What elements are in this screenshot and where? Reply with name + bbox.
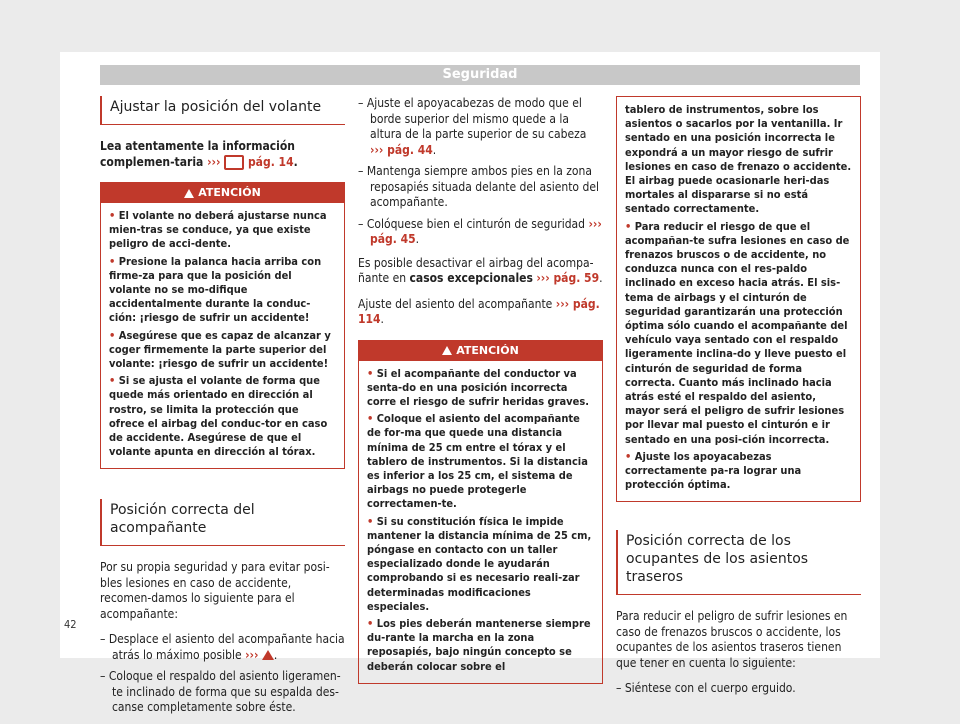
warning-item: • Coloque el asiento del acompañante de for-ma que quede una distancia mínima de 25 cm entre el tórax y el tablero de instrumentos. Si la distancia es inferior a los 25 cm, el sistema de airbags no puede protegerle correctamen-te. <box>367 412 588 511</box>
paragraph: Es posible desactivar el airbag del acompa-ñante en casos excepcionales ››› pág. 59. <box>358 255 603 285</box>
warning-item: • Si se ajusta el volante de forma que quede más orientado en dirección al rostro, se limita la protección que ofrece el airbag del conduc-tor en caso de accidente. Asegúrese de que el volante apunta en dirección al tórax. <box>109 374 328 459</box>
intro-text: Lea atentamente la información complemen-taria ››› pág. 14. <box>100 139 298 169</box>
list-item: – Desplace el asiento del acompañante hacia atrás lo máximo posible ››› . <box>100 632 345 662</box>
list <box>616 681 861 697</box>
warning-item: • Ajuste los apoyacabezas correctamente pa-ra lograr una protección óptima. <box>625 449 802 492</box>
warning-box <box>100 182 345 469</box>
section-title: Posición correcta de los ocupantes de los asientos traseros <box>616 530 861 595</box>
list-item: – Coloque el respaldo del asiento ligeramen-te inclinado de forma que su espalda des-canse completamente sobre éste. <box>100 669 341 715</box>
paragraph: Por su propia seguridad y para evitar posi-bles lesiones en caso de accidente, recomen-damos lo siguiente para el acompañante: <box>100 560 330 621</box>
column-2 <box>358 96 603 684</box>
warning-item: • El volante no deberá ajustarse nunca mien-tras se conduce, ya que existe peligro de acci-dente. <box>109 209 327 251</box>
warning-item: • Los pies deberán mantenerse siempre du-rante la marcha en la zona reposapiés, bajo ningún concepto se deberán colocar sobre el <box>367 616 591 673</box>
warning-icon <box>262 650 274 660</box>
list-item: – Colóquese bien el cinturón de seguridad ››› pág. 45. <box>358 216 602 246</box>
page-number: 42 <box>64 618 77 631</box>
section-title: Posición correcta del acompañante <box>100 499 345 546</box>
list-item: – Ajuste el apoyacabezas de modo que el borde superior del mismo quede a la altura de la parte superior de su cabeza ››› pág. 44. <box>358 96 587 157</box>
warning-icon <box>442 346 452 355</box>
column-1 <box>100 96 345 724</box>
section-title: Ajustar la posición del volante <box>100 96 345 125</box>
page-ref-link[interactable]: pág. 14 <box>247 154 294 169</box>
page-ref-link[interactable]: ››› <box>245 647 259 662</box>
list <box>358 96 603 248</box>
page-ref-link[interactable]: ››› pág. 59 <box>536 271 600 285</box>
page-ref-link[interactable]: ››› pág. 44 <box>370 142 433 157</box>
list <box>100 632 345 716</box>
warning-text: tablero de instrumentos, sobre los asientos o sacarlos por la ventanilla. Ir sentado en una posición incorrecta le expondrá a un mayor riesgo de sufrir lesiones en caso de frenazo o accidente. El airbag puede ocasionarle heri-das mortales al dispararse si no está sentado correctamente. <box>625 103 852 216</box>
warning-item: • Si su constitución física le impide mantener la distancia mínima de 25 cm, póngase en contacto con un taller especializado donde le ayudarán comprobando si es necesario reali-zar determinadas modificaciones especiales. <box>367 514 592 613</box>
paragraph: Ajuste del asiento del acompañante ››› pág. 114. <box>358 296 600 326</box>
warning-header: ATENCIÓN <box>359 341 602 361</box>
paragraph: Para reducir el peligro de sufrir lesiones en caso de frenazos bruscos o accidente, los ocupantes de los asientos traseros tienen que tener en cuenta lo siguiente: <box>616 609 848 670</box>
book-icon <box>224 155 244 170</box>
warning-box-continued <box>616 96 861 502</box>
list-item: – Mantenga siempre ambos pies en la zona reposapiés situada delante del asiento del acompañante. <box>358 164 599 209</box>
page-ref-link[interactable]: ››› pág. 45 <box>370 216 602 246</box>
warning-item: • Si el acompañante del conductor va senta-do en una posición incorrecta corre el riesgo de sufrir heridas graves. <box>367 366 590 408</box>
page-ref-link[interactable]: ››› pág. 114 <box>358 296 600 326</box>
warning-box <box>358 340 603 684</box>
warning-item: • Para reducir el riesgo de que el acompañan-te sufra lesiones en caso de frenazos bruscos o de accidente, no conduzca nunca con el res-paldo inclinado en exceso hacia atrás. El sis-tema de airbags y el cinturón de seguridad garantizarán una protección óptima sólo cuando el acompañante del vehículo vaya sentado con el respaldo ligeramente inclina-do y lleve puesto el cinturón de seguridad de forma correcta. Cuanto más inclinado hacia atrás esté el respaldo del asiento, mayor será el peligro de sufrir lesiones por llevar mal puesto el cinturón e ir sentado en una posi-ción incorrecta. <box>625 219 850 446</box>
warning-item: • Presione la palanca hacia arriba con firme-za para que la posición del volante no se mo-difique accidentalmente durante la conduc-ción: ¡riesgo de sufrir un accidente! <box>109 254 322 325</box>
column-3 <box>616 96 861 705</box>
section-header: Seguridad <box>100 65 860 85</box>
warning-header: ATENCIÓN <box>101 183 344 203</box>
warning-icon <box>184 189 194 198</box>
list-item: – Siéntese con el cuerpo erguido. <box>616 681 796 696</box>
warning-item: • Asegúrese que es capaz de alcanzar y coger firmemente la parte superior del volante: ¡riesgo de sufrir un accidente! <box>109 328 331 371</box>
